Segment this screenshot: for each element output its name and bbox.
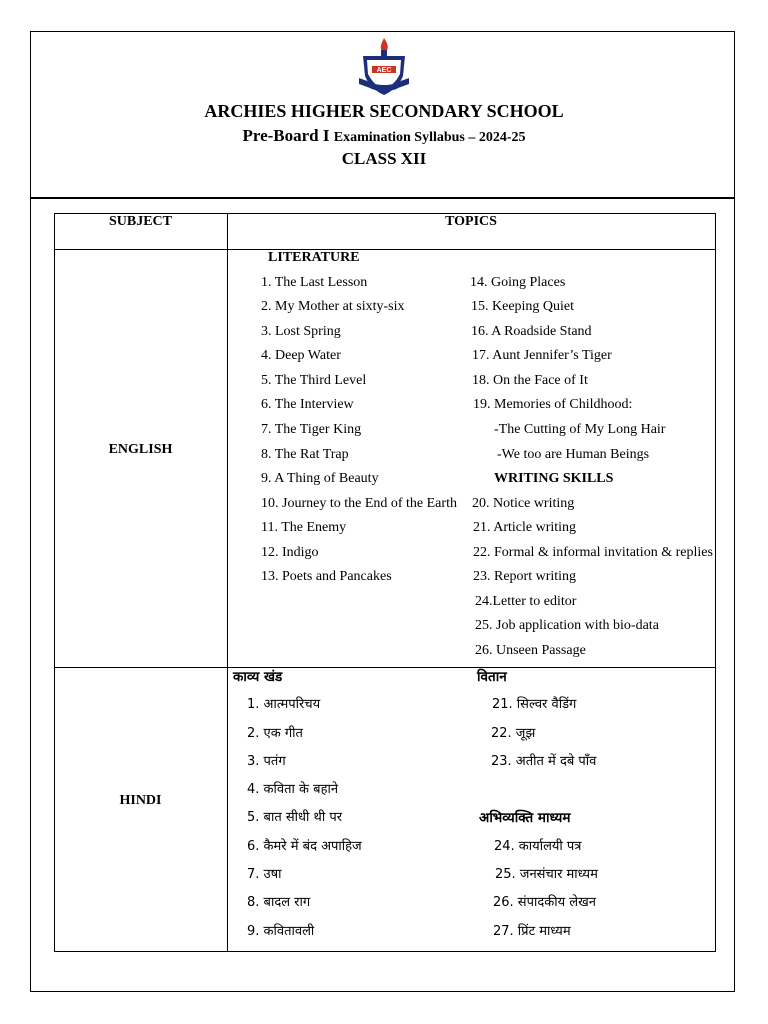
list-item: 7. उषा bbox=[247, 867, 282, 882]
list-item: 27. प्रिंट माध्यम bbox=[493, 924, 571, 939]
list-item: 8. बादल राग bbox=[247, 895, 311, 910]
school-name: ARCHIES HIGHER SECONDARY SCHOOL bbox=[204, 101, 564, 121]
torch-flame-icon bbox=[381, 38, 388, 51]
list-item: 15. Keeping Quiet bbox=[471, 299, 575, 314]
list-item: 26. Unseen Passage bbox=[475, 643, 586, 658]
class-label: CLASS XII bbox=[341, 149, 427, 168]
header-topics: TOPICS bbox=[445, 214, 497, 229]
abhivyakti-madhyam-heading: अभिव्यक्ति माध्यम bbox=[479, 810, 571, 826]
subject-hindi: HINDI bbox=[119, 793, 162, 808]
table-border-left bbox=[54, 213, 55, 952]
table-border-right bbox=[715, 213, 716, 952]
list-item: 22. जूझ bbox=[491, 726, 536, 741]
table-column-divider bbox=[227, 213, 228, 952]
list-item: 18. On the Face of It bbox=[472, 373, 588, 388]
list-item: 5. बात सीधी थी पर bbox=[247, 810, 343, 825]
vitan-heading: वितान bbox=[477, 669, 507, 685]
list-item: 4. Deep Water bbox=[261, 348, 341, 363]
list-item: 14. Going Places bbox=[470, 275, 566, 290]
list-item: 5. The Third Level bbox=[261, 373, 367, 388]
literature-heading: LITERATURE bbox=[268, 250, 360, 265]
list-item: 11. The Enemy bbox=[261, 520, 347, 535]
list-item: 25. Job application with bio-data bbox=[475, 618, 659, 633]
list-item: 19. Memories of Childhood: bbox=[473, 397, 633, 412]
list-item: 1. The Last Lesson bbox=[261, 275, 368, 290]
list-item: 23. Report writing bbox=[473, 569, 577, 584]
subject-english: ENGLISH bbox=[108, 442, 173, 457]
list-item: 21. सिल्वर वैडिंग bbox=[492, 697, 577, 712]
list-item: 2. My Mother at sixty-six bbox=[261, 299, 405, 314]
header-subject: SUBJECT bbox=[108, 214, 173, 229]
list-item: 22. Formal & informal invitation & replies bbox=[473, 545, 713, 560]
list-item: 17. Aunt Jennifer’s Tiger bbox=[472, 348, 612, 363]
kavya-khand-heading: काव्य खंड bbox=[233, 669, 283, 685]
list-item: -We too are Human Beings bbox=[497, 447, 650, 462]
list-item: 9. A Thing of Beauty bbox=[261, 471, 379, 486]
exam-title bbox=[0, 126, 768, 146]
list-item: 23. अतीत में दबे पाँव bbox=[491, 754, 597, 769]
list-item: 26. संपादकीय लेखन bbox=[493, 895, 596, 910]
list-item: 6. कैमरे में बंद अपाहिज bbox=[247, 839, 362, 854]
list-item: 4. कविता के बहाने bbox=[247, 782, 339, 797]
school-logo bbox=[356, 36, 412, 98]
torch-handle-icon bbox=[381, 50, 387, 57]
list-item: 25. जनसंचार माध्यम bbox=[495, 867, 598, 882]
logo-lettering: AEC bbox=[376, 67, 392, 74]
table-border-bottom bbox=[54, 951, 716, 952]
list-item: 3. Lost Spring bbox=[261, 324, 341, 339]
list-item: 12. Indigo bbox=[261, 545, 319, 560]
list-item: 16. A Roadside Stand bbox=[471, 324, 592, 339]
exam-title-rest: Examination Syllabus – 2024-25 bbox=[333, 130, 526, 145]
exam-title-main: Pre-Board I bbox=[242, 126, 334, 145]
list-item: 13. Poets and Pancakes bbox=[261, 569, 392, 584]
list-item: 7. The Tiger King bbox=[261, 422, 362, 437]
writing-skills-heading: WRITING SKILLS bbox=[494, 471, 614, 486]
list-item: 20. Notice writing bbox=[472, 496, 575, 511]
list-item: 9. कवितावली bbox=[247, 924, 315, 939]
list-item: 6. The Interview bbox=[261, 397, 354, 412]
table-header-divider bbox=[54, 249, 716, 250]
list-item: -The Cutting of My Long Hair bbox=[494, 422, 666, 437]
list-item: 3. पतंग bbox=[247, 754, 286, 769]
list-item: 2. एक गीत bbox=[247, 726, 303, 741]
list-item: 21. Article writing bbox=[473, 520, 577, 535]
table-row-divider bbox=[54, 667, 716, 668]
list-item: 8. The Rat Trap bbox=[261, 447, 349, 462]
list-item: 10. Journey to the End of the Earth bbox=[261, 496, 457, 511]
list-item: 24.Letter to editor bbox=[475, 594, 577, 609]
list-item: 24. कार्यालयी पत्र bbox=[494, 839, 582, 854]
list-item: 1. आत्मपरिचय bbox=[247, 697, 321, 712]
header-divider bbox=[30, 197, 735, 199]
